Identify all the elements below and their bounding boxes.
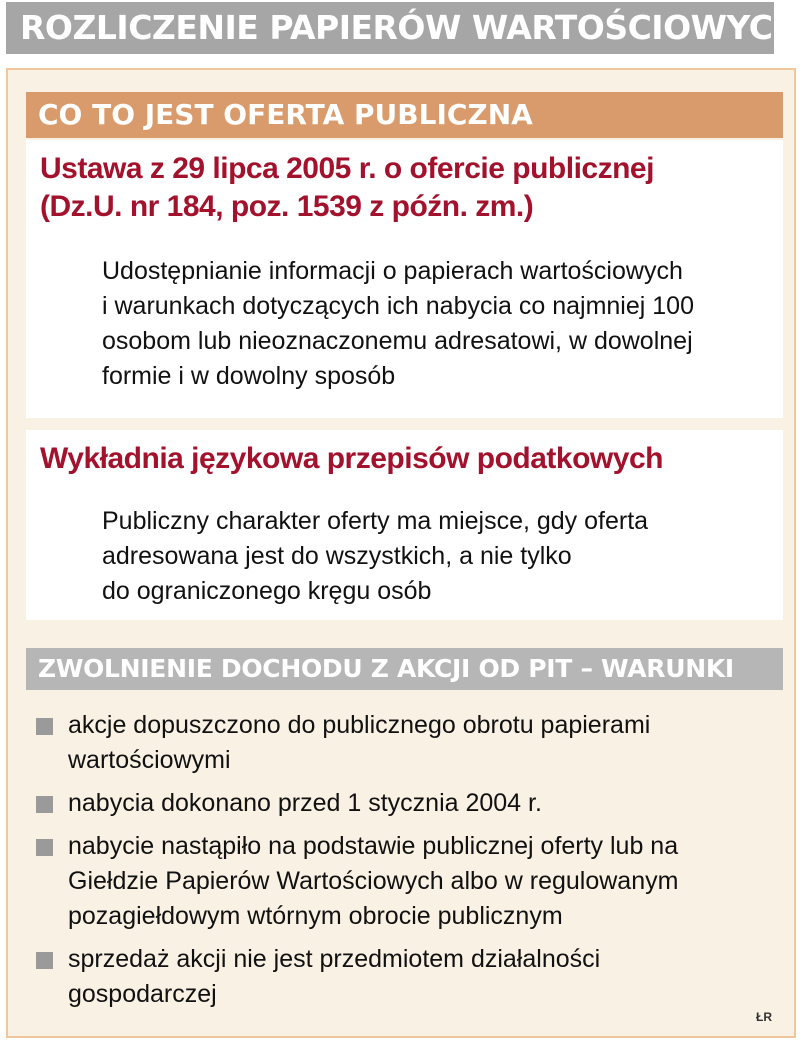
list-item	[36, 942, 776, 1012]
text-line: pozagiełdowym wtórnym obrocie publicznym	[68, 902, 563, 930]
act-block	[26, 140, 783, 418]
text-line: Publiczny charakter oferty ma miejsce, gdy oferta	[102, 507, 649, 535]
conditions-list	[36, 708, 776, 1020]
page-title: ROZLICZENIE PAPIERÓW WARTOŚCIOWYCH	[6, 2, 774, 54]
square-bullet-icon	[36, 952, 53, 969]
text-line: adresowana jest do wszystkich, a nie tylko	[102, 542, 572, 570]
text-line: Udostępnianie informacji o papierach wartościowych	[102, 257, 683, 285]
text-line: gospodarczej	[68, 980, 217, 1008]
square-bullet-icon	[36, 796, 53, 813]
act-heading-line: (Dz.U. nr 184, poz. 1539 z późn. zm.)	[40, 190, 534, 223]
text-line: formie i w dowolny sposób	[102, 362, 396, 390]
section-header-conditions: ZWOLNIENIE DOCHODU Z AKCJI OD PIT – WARUNKI	[26, 648, 783, 690]
text-line: akcje dopuszczono do publicznego obrotu papierami	[68, 711, 651, 739]
act-heading	[40, 150, 654, 226]
list-item	[36, 708, 776, 778]
text-line: sprzedaż akcji nie jest przedmiotem działalności	[68, 945, 601, 973]
interpretation-block	[26, 430, 783, 620]
text-line: nabycia dokonano przed 1 stycznia 2004 r.	[68, 789, 542, 817]
interpretation-heading: Wykładnia językowa przepisów podatkowych	[40, 442, 663, 475]
author-credit: ŁR	[756, 1010, 772, 1024]
list-item	[36, 786, 776, 821]
act-definition	[102, 254, 694, 394]
text-line: i warunkach dotyczących ich nabycia co najmniej 100	[102, 292, 694, 320]
text-line: nabycie nastąpiło na podstawie publicznej oferty lub na	[68, 832, 679, 860]
interpretation-definition	[102, 504, 648, 609]
content-panel	[6, 68, 796, 1038]
list-item	[36, 829, 776, 934]
text-line: wartościowymi	[68, 746, 231, 774]
square-bullet-icon	[36, 839, 53, 856]
text-line: Giełdzie Papierów Wartościowych albo w regulowanym	[68, 867, 679, 895]
section-header-public-offer: CO TO JEST OFERTA PUBLICZNA	[26, 92, 783, 138]
act-heading-line: Ustawa z 29 lipca 2005 r. o ofercie publicznej	[40, 152, 654, 185]
square-bullet-icon	[36, 718, 53, 735]
text-line: do ograniczonego kręgu osób	[102, 577, 432, 605]
text-line: osobom lub nieoznaczonemu adresatowi, w dowolnej	[102, 327, 693, 355]
